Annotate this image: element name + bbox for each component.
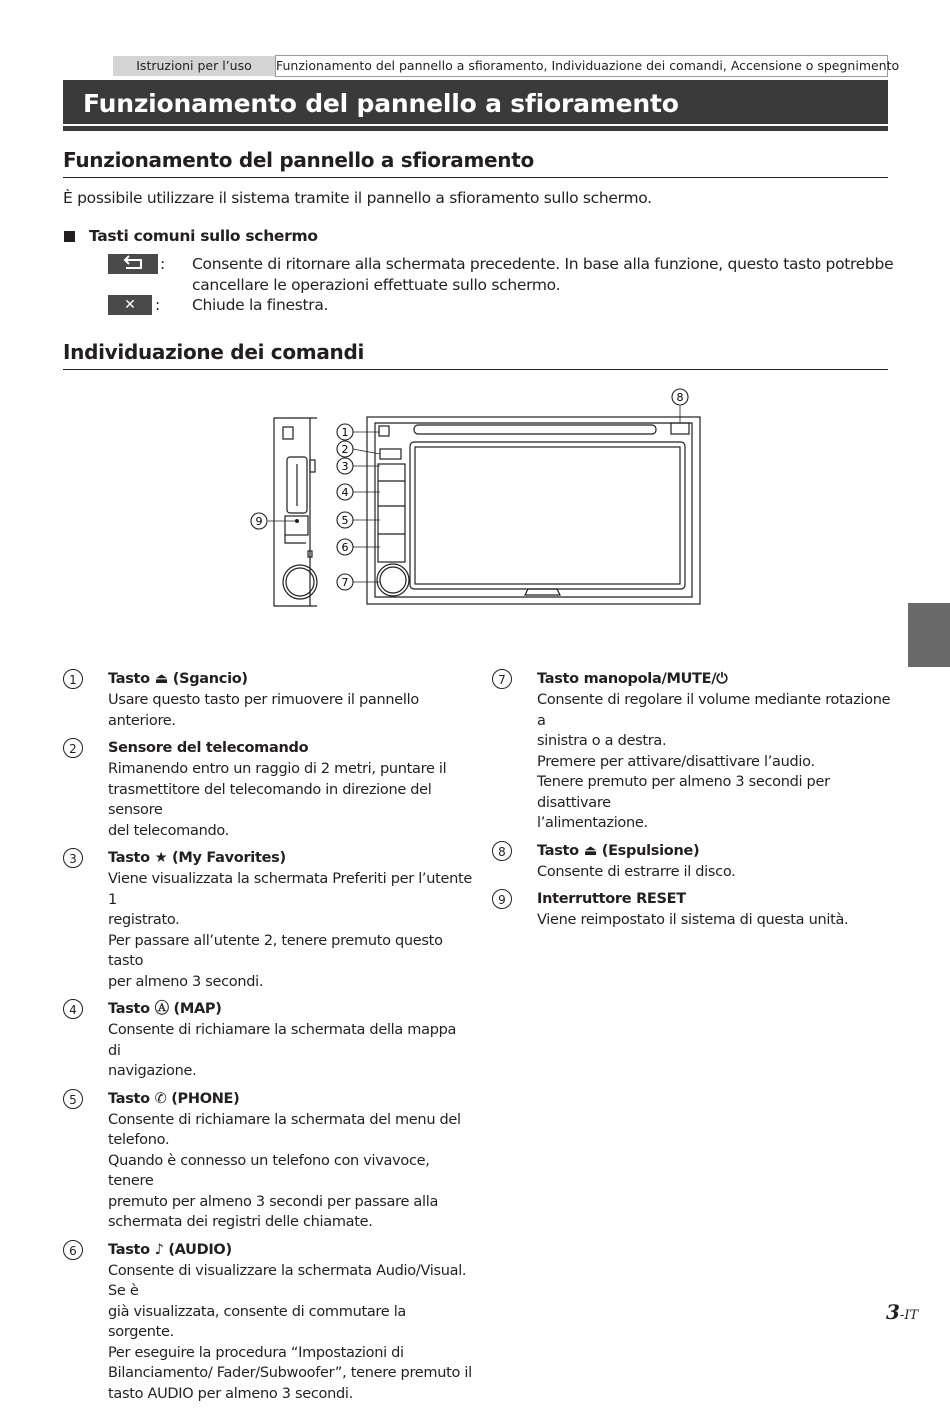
eject-release-icon: ⏏ <box>154 671 168 687</box>
item-3 <box>63 847 473 992</box>
callout-3-label: 3 <box>341 460 349 473</box>
item-number: 4 <box>63 999 83 1019</box>
back-key-sample <box>108 254 158 274</box>
callout-2-label: 2 <box>341 443 349 456</box>
callout-3 <box>337 458 353 474</box>
power-icon: ⏻ <box>716 671 728 687</box>
header-topics: Funzionamento del pannello a sfioramento, Individuazione dei comandi, Accensione o spegnimento <box>275 55 888 77</box>
item-desc: Consente di estrarre il disco. <box>537 863 736 880</box>
touch-intro: È possibile utilizzare il sistema tramite il pannello a sfioramento sullo schermo. <box>63 189 652 207</box>
back-key-desc-2: cancellare le operazioni effettuate sullo schermo. <box>192 276 561 294</box>
title-underline <box>63 126 888 131</box>
item-title: Tasto ✆ (PHONE) <box>108 1090 240 1107</box>
item-title: Tasto manopola/MUTE/⏻ <box>537 671 728 687</box>
music-note-icon: ♪ <box>154 1241 164 1258</box>
item-title: Sensore del telecomando <box>108 740 309 756</box>
unit-diagram <box>240 385 710 610</box>
item-desc: Consente di richiamare la schermata del menu del telefono. Quando è connesso un telefono con vivavoce, tenere premuto per almeno 3 secondi per passare alla schermata dei registri delle chiamate. <box>108 1111 461 1230</box>
items-left-column <box>63 668 473 1410</box>
callout-9 <box>251 513 267 529</box>
side-view-panel <box>274 418 317 606</box>
item-desc: Usare questo tasto per rimuovere il pannello anteriore. <box>108 692 419 729</box>
item-title: Tasto ★ (My Favorites) <box>108 850 286 866</box>
items-right-column <box>492 668 892 937</box>
callout-8-label: 8 <box>676 391 684 404</box>
callout-2 <box>337 441 353 457</box>
controls-heading-rule <box>63 369 888 370</box>
item-desc: Consente di visualizzare la schermata Audio/Visual. Se è già visualizzata, consente di commutare la sorgente. Per eseguire la procedura “Impostazioni di Bilanciamento/ Fader/Subwoofer”, tenere premuto il tasto AUDIO per almeno 3 secondi. <box>108 1262 472 1402</box>
back-arrow-icon <box>108 254 158 274</box>
front-view-panel <box>367 417 700 604</box>
item-8 <box>492 840 892 883</box>
callout-4 <box>337 484 353 500</box>
header-section-label: Istruzioni per l’uso <box>113 56 275 76</box>
callout-5-label: 5 <box>341 514 349 527</box>
eject-icon: ⏏ <box>583 842 597 859</box>
item-number: 1 <box>63 669 83 689</box>
phone-icon: ✆ <box>154 1090 167 1107</box>
item-title: Tasto ⏏ (Espulsione) <box>537 842 700 859</box>
close-icon: ✕ <box>124 297 136 313</box>
reset-hole <box>295 519 299 523</box>
item-9 <box>492 888 892 931</box>
back-key-desc-1: Consente di ritornare alla schermata precedente. In base alla funzione, questo tasto potrebbe <box>192 255 894 273</box>
item-title: Interruttore RESET <box>537 891 686 907</box>
section-side-tab <box>908 603 950 667</box>
map-icon: Ⓐ <box>154 1001 169 1017</box>
item-1 <box>63 668 473 731</box>
item-desc: Viene reimpostato il sistema di questa unità. <box>537 912 849 928</box>
item-desc: Consente di regolare il volume mediante rotazione a sinistra o a destra. Premere per attivare/disattivare l’audio. Tenere premuto per almeno 3 secondi per disattivare l’alimentazione. <box>537 692 891 831</box>
back-key-sep: : <box>160 255 165 273</box>
callout-6-label: 6 <box>341 541 349 554</box>
callout-7 <box>337 574 353 590</box>
callout-6 <box>337 539 353 555</box>
star-icon: ★ <box>154 850 168 866</box>
item-title: Tasto ⏏ (Sgancio) <box>108 671 248 687</box>
item-number: 2 <box>63 738 83 758</box>
item-6 <box>63 1239 473 1405</box>
touch-heading-rule <box>63 177 888 178</box>
item-4 <box>63 998 473 1082</box>
callout-9-label: 9 <box>255 515 263 528</box>
item-2 <box>63 737 473 841</box>
callout-1 <box>337 424 353 440</box>
callout-5 <box>337 512 353 528</box>
item-title: Tasto ♪ (AUDIO) <box>108 1241 232 1258</box>
item-number: 8 <box>492 841 512 861</box>
page-title: Funzionamento del pannello a sfioramento <box>83 89 679 118</box>
item-title: Tasto Ⓐ (MAP) <box>108 1001 222 1017</box>
page-number: 3-IT <box>886 1300 919 1324</box>
callout-1-label: 1 <box>341 426 349 439</box>
item-7 <box>492 668 892 834</box>
item-number: 6 <box>63 1240 83 1260</box>
item-number: 9 <box>492 889 512 909</box>
close-key-desc: Chiude la finestra. <box>192 296 329 314</box>
item-5 <box>63 1088 473 1233</box>
item-desc: Consente di richiamare la schermata della mappa di navigazione. <box>108 1022 457 1079</box>
close-key-sep: : <box>155 296 160 314</box>
callout-8 <box>672 389 688 405</box>
callout-4-label: 4 <box>341 486 349 499</box>
item-number: 5 <box>63 1089 83 1109</box>
touch-subheading: Tasti comuni sullo schermo <box>89 227 318 245</box>
square-bullet-icon <box>64 231 75 242</box>
item-number: 7 <box>492 669 512 689</box>
callout-7-label: 7 <box>341 576 349 589</box>
item-number: 3 <box>63 848 83 868</box>
item-desc: Viene visualizzata la schermata Preferiti per l’utente 1 registrato. Per passare all’utente 2, tenere premuto questo tasto per almeno 3 secondi. <box>108 871 473 990</box>
item-desc: Rimanendo entro un raggio di 2 metri, puntare il trasmettitore del telecomando in direzione del sensore del telecomando. <box>108 761 447 839</box>
close-key-sample <box>108 295 152 315</box>
touch-heading: Funzionamento del pannello a sfioramento <box>63 148 534 172</box>
controls-heading: Individuazione dei comandi <box>63 340 365 364</box>
